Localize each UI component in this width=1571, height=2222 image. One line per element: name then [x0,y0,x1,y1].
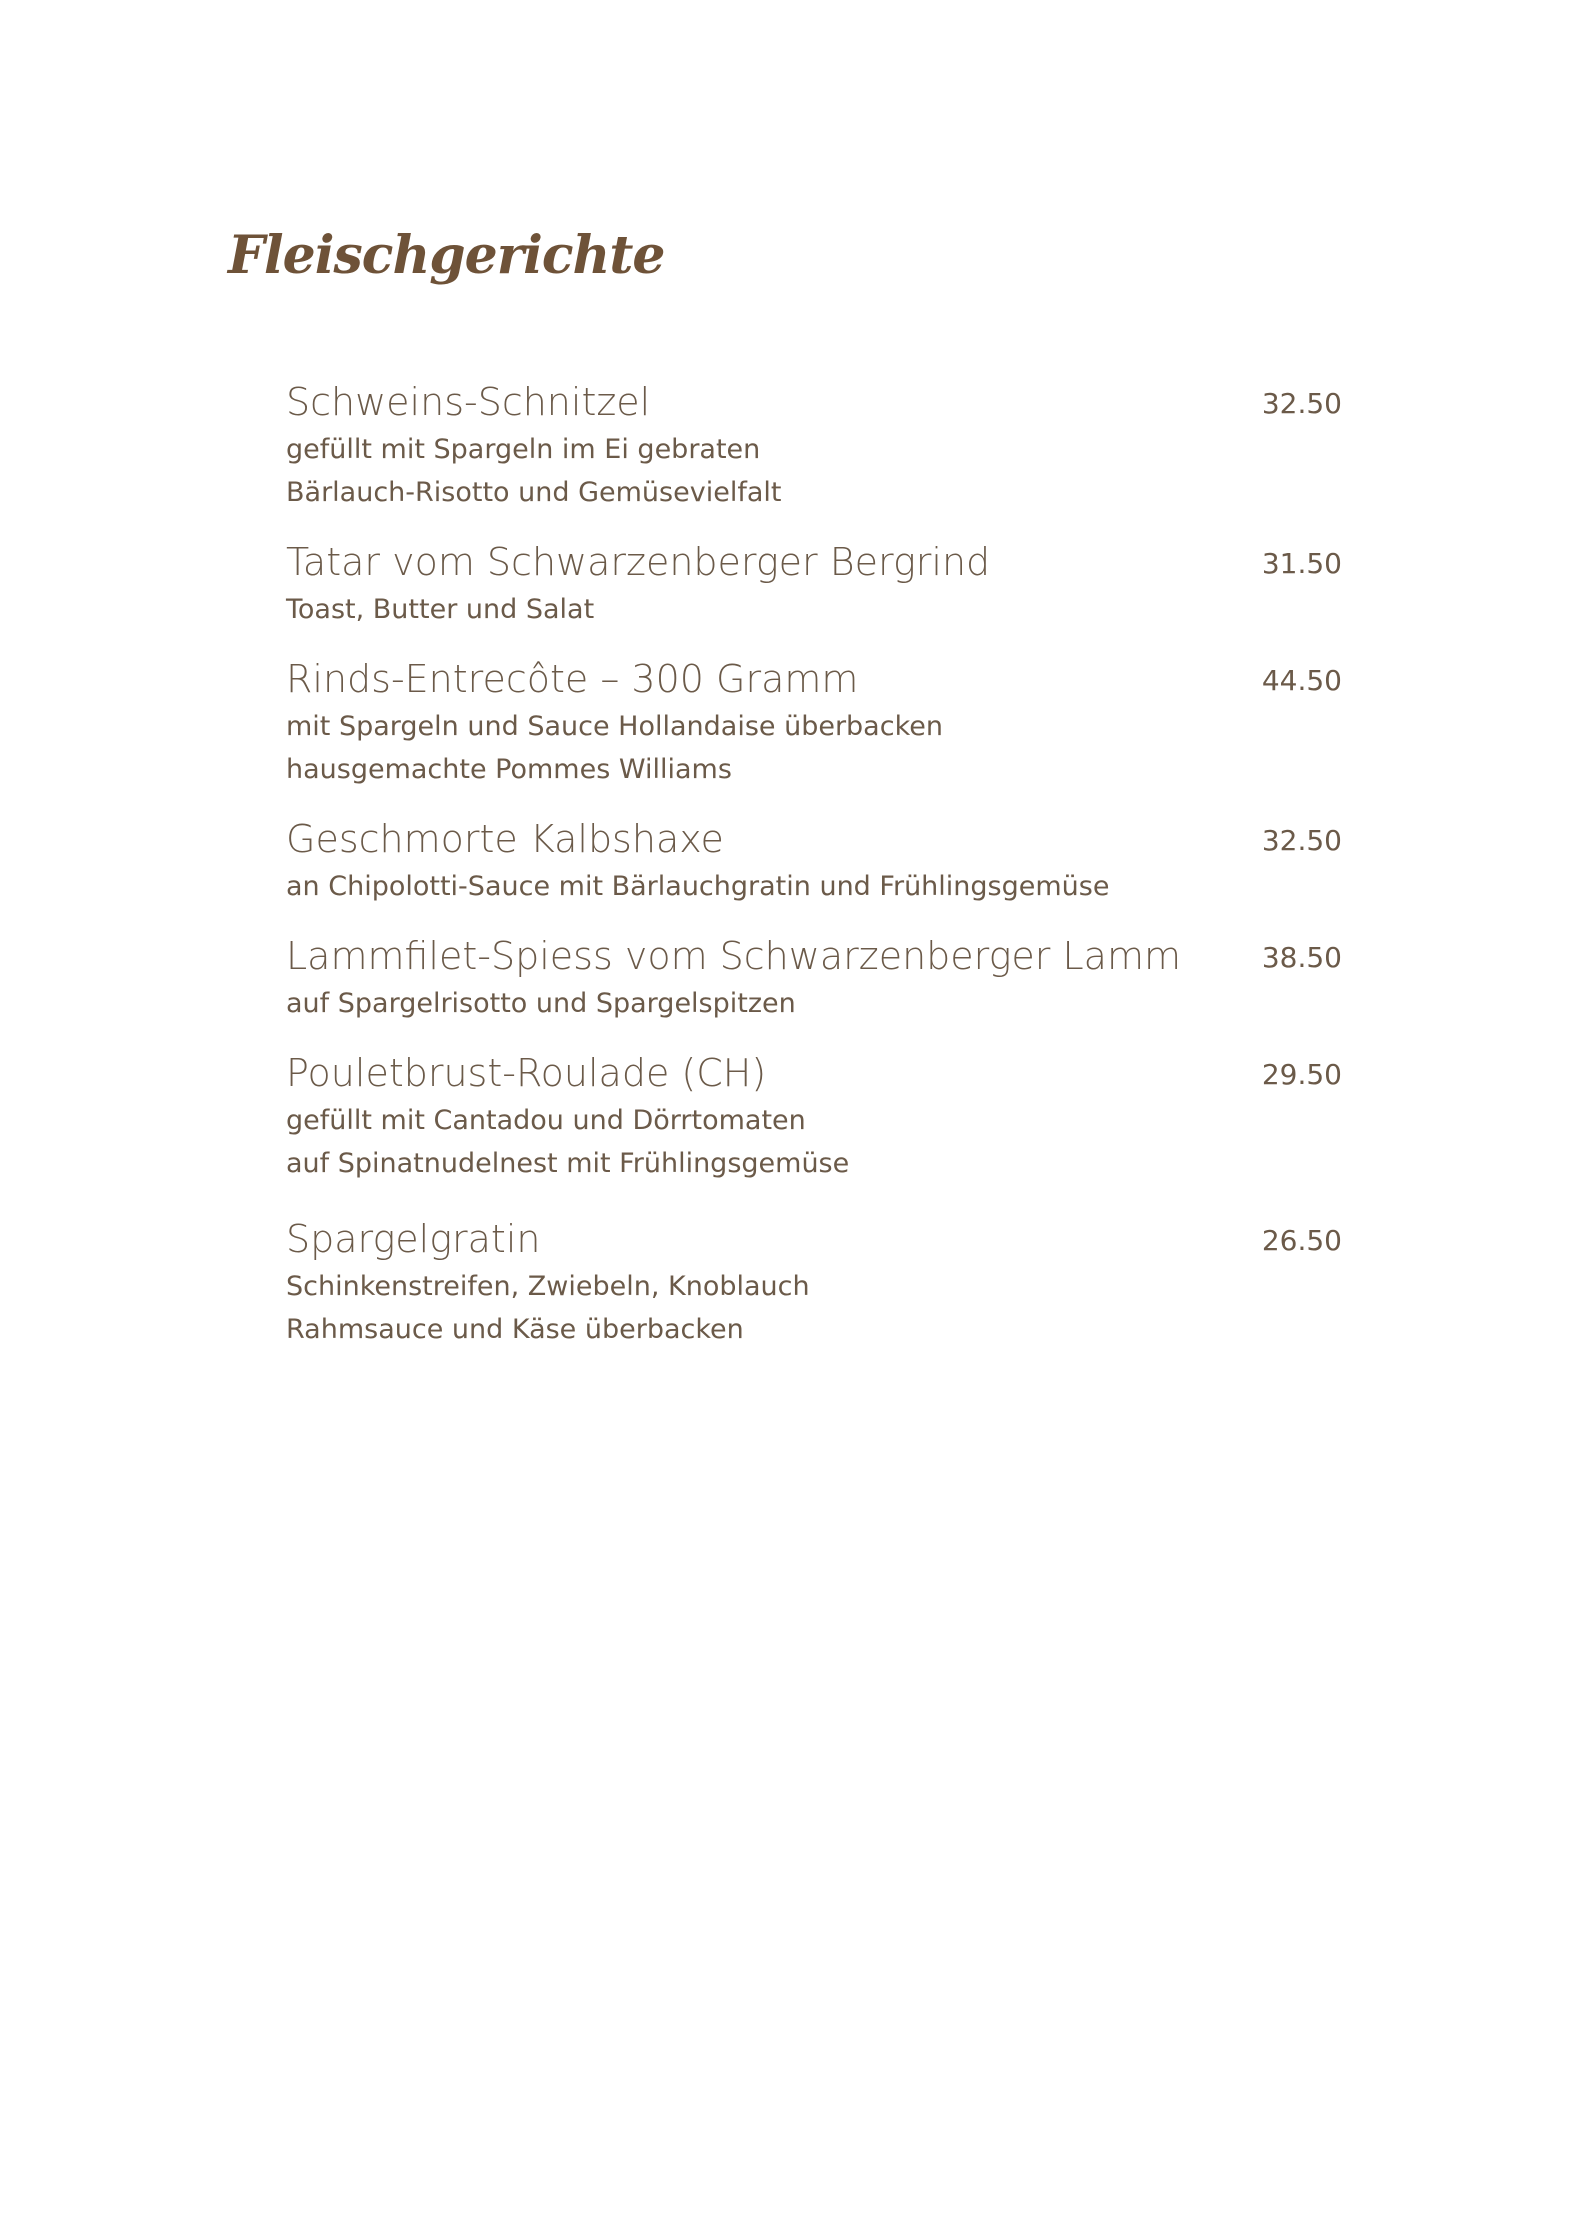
item-description-line: auf Spargelrisotto und Spargelspitzen [286,988,796,1019]
menu-item [286,376,1342,514]
item-description-line: an Chipolotti-Sauce mit Bärlauchgratin und Frühlingsgemüse [286,871,1110,902]
item-description [286,1265,1342,1351]
item-name: Geschmorte Kalbshaxe [286,817,724,861]
item-description-line: Rahmsauce und Käse überbacken [286,1314,744,1345]
menu-item [286,813,1342,908]
item-price: 29.50 [1261,1058,1342,1091]
item-description [286,588,1342,631]
item-price: 32.50 [1261,824,1342,857]
item-price: 32.50 [1261,387,1342,420]
item-name: Schweins-Schnitzel [286,380,651,424]
item-description-line: Bärlauch-Risotto und Gemüsevielfalt [286,477,782,508]
item-description [286,705,1342,791]
item-description-line: Schinkenstreifen, Zwiebeln, Knoblauch [286,1271,810,1302]
item-description-line: mit Spargeln und Sauce Hollandaise überbacken [286,711,943,742]
menu-item [286,1047,1342,1185]
item-price: 26.50 [1261,1224,1342,1257]
item-description [286,982,1342,1025]
page-title: Fleischgerichte [228,225,665,286]
item-price: 31.50 [1261,547,1342,580]
menu-item [286,536,1342,631]
menu-list [286,376,1342,1351]
menu-item [286,930,1342,1025]
item-description [286,428,1342,514]
item-description-line: hausgemachte Pommes Williams [286,754,732,785]
item-price: 38.50 [1261,941,1342,974]
item-description-line: Toast, Butter und Salat [286,594,595,625]
item-price: 44.50 [1261,664,1342,697]
item-name: Rinds-Entrecôte – 300 Gramm [286,657,859,701]
item-description-line: gefüllt mit Cantadou und Dörrtomaten [286,1105,806,1136]
item-description [286,865,1342,908]
item-name: Pouletbrust-Roulade (CH) [286,1051,767,1095]
item-description-line: auf Spinatnudelnest mit Frühlingsgemüse [286,1148,850,1179]
menu-item [286,1213,1342,1351]
menu-item [286,653,1342,791]
item-name: Tatar vom Schwarzenberger Bergrind [286,540,991,584]
item-description [286,1099,1342,1185]
item-name: Spargelgratin [286,1217,541,1261]
item-name: Lammfilet-Spiess vom Schwarzenberger Lamm [286,934,1181,978]
item-description-line: gefüllt mit Spargeln im Ei gebraten [286,434,761,465]
